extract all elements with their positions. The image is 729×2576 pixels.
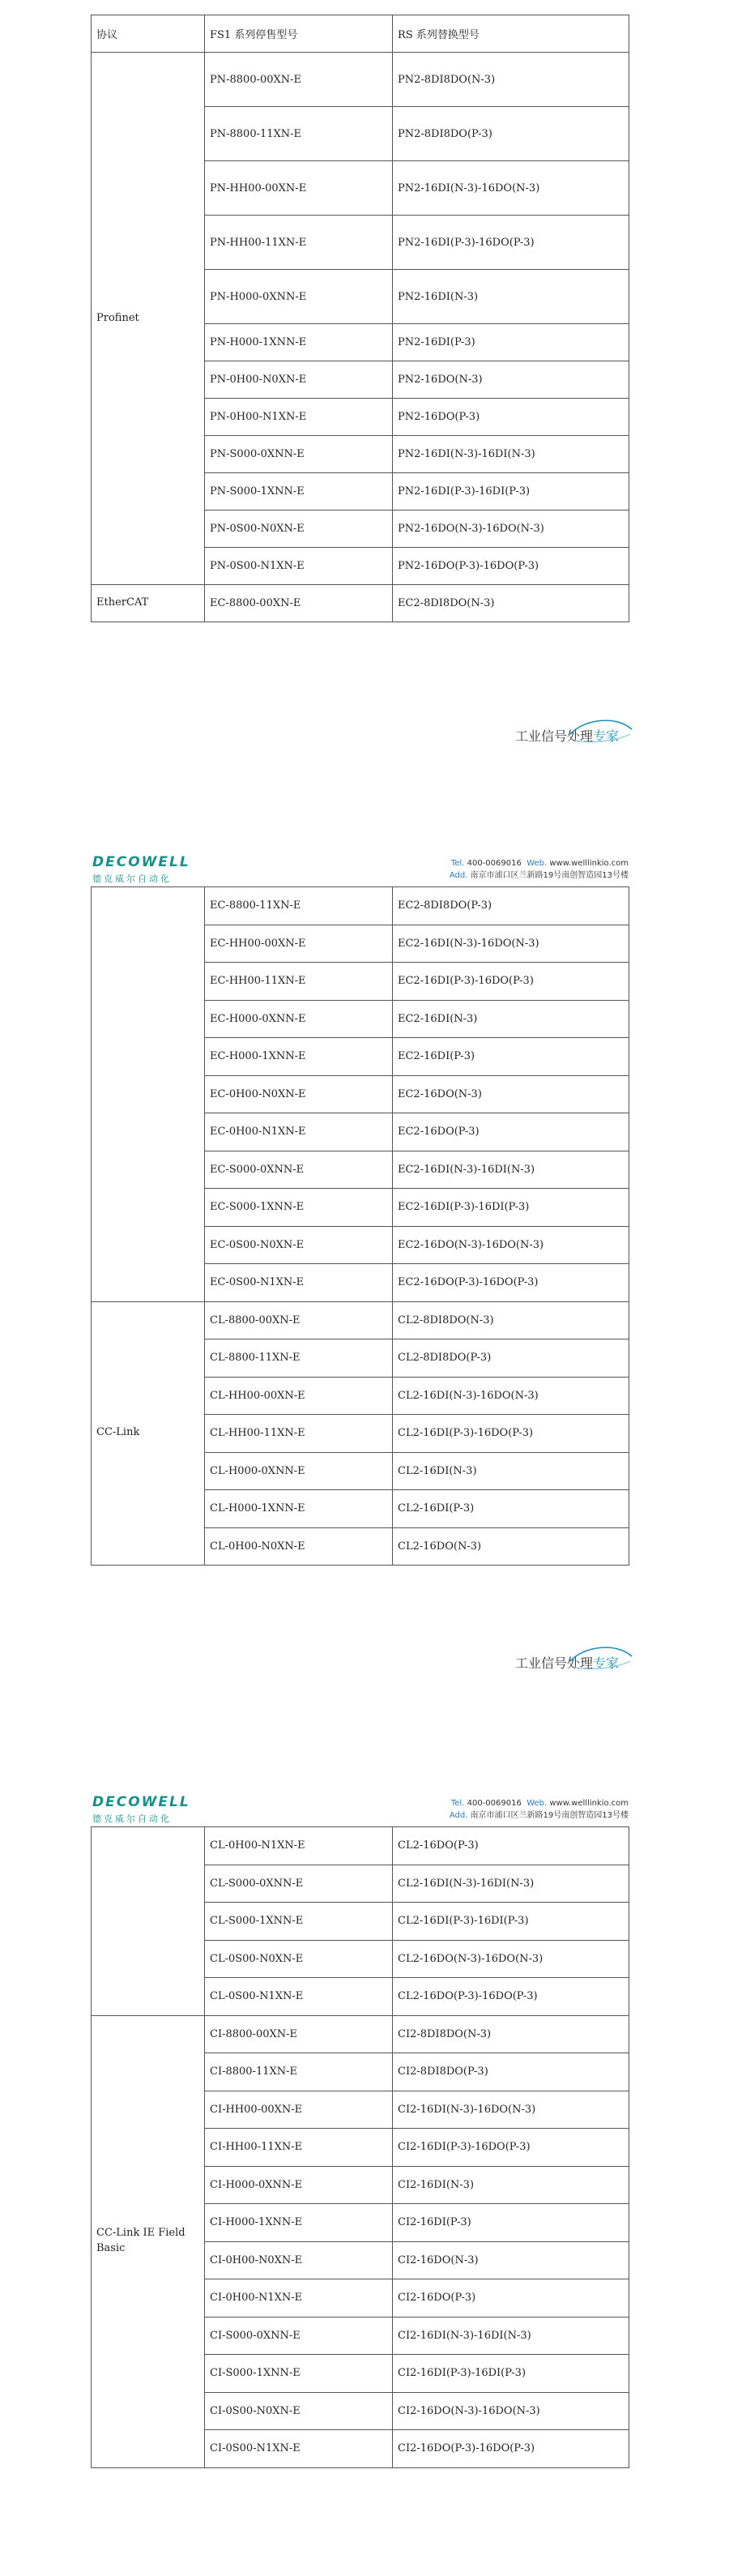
table-row xyxy=(92,1301,629,1339)
fs1-model-cell: EC-0S00-N1XN-E xyxy=(205,1264,393,1302)
table-row xyxy=(92,1827,629,1865)
rs-model-cell: CL2-16DO(P-3)-16DO(P-3) xyxy=(393,1978,629,2016)
logo-chinese: 德克威尔自动化 xyxy=(92,1813,172,1824)
rs-model-cell: PN2-8DI8DO(P-3) xyxy=(393,107,629,161)
decowell-logo xyxy=(92,854,206,885)
protocol-cell: CC-Link xyxy=(92,1301,205,1566)
replacement-table-page-1 xyxy=(91,15,629,622)
protocol-cell: EtherCAT xyxy=(92,585,205,622)
fs1-model-cell: CI-H000-0XNN-E xyxy=(205,2166,393,2204)
fs1-model-cell: CI-HH00-00XN-E xyxy=(205,2091,393,2129)
fs1-model-cell: PN-H000-1XNN-E xyxy=(205,324,393,361)
header-protocol: 协议 xyxy=(92,15,205,53)
rs-model-cell: EC2-16DI(N-3)-16DO(N-3) xyxy=(393,925,629,963)
fs1-model-cell: PN-S000-1XNN-E xyxy=(205,473,393,511)
table-row xyxy=(92,887,629,925)
fs1-model-cell: CL-0H00-N0XN-E xyxy=(205,1527,393,1566)
rs-model-cell: CL2-16DO(N-3)-16DO(N-3) xyxy=(393,1940,629,1978)
rs-model-cell: CL2-8DI8DO(P-3) xyxy=(393,1339,629,1378)
table-header-row xyxy=(92,15,629,53)
header-rs: RS 系列替换型号 xyxy=(393,15,629,53)
web-value: www.welllinkio.com xyxy=(549,859,629,868)
fs1-model-cell: CL-S000-1XNN-E xyxy=(205,1903,393,1941)
fs1-model-cell: EC-H000-1XNN-E xyxy=(205,1038,393,1076)
page-1 xyxy=(0,0,729,778)
rs-model-cell: PN2-16DI(N-3)-16DO(N-3) xyxy=(393,161,629,216)
contact-info: Tel. 400-0069016 Web. www.welllinkio.com Add. 南京市浦口区兰新路19号南创智造园13号楼 xyxy=(449,1799,629,1820)
replacement-table-page-3 xyxy=(91,1826,629,2468)
fs1-model-cell: PN-H000-0XNN-E xyxy=(205,270,393,324)
page-2 xyxy=(0,851,729,1718)
header-fs1: FS1 系列停售型号 xyxy=(205,15,393,53)
rs-model-cell: CI2-8DI8DO(P-3) xyxy=(393,2053,629,2091)
rs-model-cell: CL2-16DO(P-3) xyxy=(393,1827,629,1865)
rs-model-cell: CI2-16DI(N-3) xyxy=(393,2166,629,2204)
fs1-model-cell: CI-S000-1XNN-E xyxy=(205,2355,393,2393)
fs1-model-cell: CI-0H00-N0XN-E xyxy=(205,2241,393,2279)
fs1-model-cell: PN-0H00-N1XN-E xyxy=(205,399,393,436)
table-row xyxy=(92,585,629,622)
rs-model-cell: CI2-16DO(N-3)-16DO(N-3) xyxy=(393,2392,629,2430)
rs-model-cell: PN2-16DO(N-3) xyxy=(393,361,629,399)
rs-model-cell: CL2-16DI(N-3)-16DI(N-3) xyxy=(393,1865,629,1903)
table-row xyxy=(92,53,629,107)
decowell-logo xyxy=(92,1794,206,1825)
slogan-prefix: 工业信号处理 xyxy=(515,1655,594,1671)
rs-model-cell: CL2-16DI(P-3)-16DO(P-3) xyxy=(393,1415,629,1453)
fs1-model-cell: CI-HH00-11XN-E xyxy=(205,2129,393,2167)
replacement-table-page-2 xyxy=(91,886,629,1566)
fs1-model-cell: PN-HH00-00XN-E xyxy=(205,161,393,216)
fs1-model-cell: EC-HH00-11XN-E xyxy=(205,963,393,1001)
logo-wordmark: DECOWELL xyxy=(92,1794,190,1810)
rs-model-cell: CI2-16DO(P-3) xyxy=(393,2279,629,2318)
fs1-model-cell: PN-HH00-11XN-E xyxy=(205,216,393,270)
slogan-emphasis: 专家 xyxy=(593,728,620,744)
fs1-model-cell: CL-8800-00XN-E xyxy=(205,1301,393,1339)
fs1-model-cell: EC-8800-00XN-E xyxy=(205,585,393,622)
rs-model-cell: EC2-16DI(P-3) xyxy=(393,1038,629,1076)
rs-model-cell: CL2-8DI8DO(N-3) xyxy=(393,1301,629,1339)
protocol-cell: Profinet xyxy=(92,53,205,585)
contact-info: Tel. 400-0069016 Web. www.welllinkio.com Add. 南京市浦口区兰新路19号南创智造园13号楼 xyxy=(449,859,629,880)
rs-model-cell: CI2-16DI(N-3)-16DI(N-3) xyxy=(393,2317,629,2355)
fs1-model-cell: EC-8800-11XN-E xyxy=(205,887,393,925)
fs1-model-cell: CL-H000-0XNN-E xyxy=(205,1452,393,1490)
slogan-emphasis: 专家 xyxy=(593,1655,620,1671)
fs1-model-cell: EC-S000-1XNN-E xyxy=(205,1189,393,1227)
fs1-model-cell: EC-0H00-N1XN-E xyxy=(205,1113,393,1151)
protocol-cell xyxy=(92,1827,205,2016)
tel-value: 400-0069016 xyxy=(467,1799,522,1808)
fs1-model-cell: CL-0H00-N1XN-E xyxy=(205,1827,393,1865)
fs1-model-cell: CL-H000-1XNN-E xyxy=(205,1490,393,1528)
logo-chinese: 德克威尔自动化 xyxy=(92,874,172,884)
rs-model-cell: CI2-8DI8DO(N-3) xyxy=(393,2015,629,2053)
fs1-model-cell: CL-S000-0XNN-E xyxy=(205,1865,393,1903)
rs-model-cell: EC2-8DI8DO(N-3) xyxy=(393,585,629,622)
rs-model-cell: PN2-16DO(P-3)-16DO(P-3) xyxy=(393,548,629,585)
fs1-model-cell: CI-8800-00XN-E xyxy=(205,2015,393,2053)
rs-model-cell: CL2-16DI(P-3)-16DI(P-3) xyxy=(393,1903,629,1941)
fs1-model-cell: CL-HH00-00XN-E xyxy=(205,1377,393,1415)
fs1-model-cell: CI-0H00-N1XN-E xyxy=(205,2279,393,2318)
protocol-cell xyxy=(92,887,205,1302)
fs1-model-cell: EC-HH00-00XN-E xyxy=(205,925,393,963)
rs-model-cell: CI2-16DI(P-3) xyxy=(393,2204,629,2242)
rs-model-cell: EC2-8DI8DO(P-3) xyxy=(393,887,629,925)
page-3 xyxy=(0,1791,729,2576)
fs1-model-cell: CI-S000-0XNN-E xyxy=(205,2317,393,2355)
fs1-model-cell: CI-0S00-N0XN-E xyxy=(205,2392,393,2430)
rs-model-cell: PN2-16DI(P-3)-16DO(P-3) xyxy=(393,216,629,270)
rs-model-cell: PN2-8DI8DO(N-3) xyxy=(393,53,629,107)
address-value: 南京市浦口区兰新路19号南创智造园13号楼 xyxy=(470,871,629,880)
slogan-swoosh-icon xyxy=(567,1643,635,1671)
page-header xyxy=(91,1792,629,1828)
fs1-model-cell: CI-H000-1XNN-E xyxy=(205,2204,393,2242)
rs-model-cell: CL2-16DI(N-3) xyxy=(393,1452,629,1490)
fs1-model-cell: EC-0S00-N0XN-E xyxy=(205,1226,393,1264)
rs-model-cell: EC2-16DI(N-3)-16DI(N-3) xyxy=(393,1151,629,1189)
rs-model-cell: EC2-16DO(N-3) xyxy=(393,1075,629,1113)
fs1-model-cell: CL-0S00-N1XN-E xyxy=(205,1978,393,2016)
rs-model-cell: CI2-16DO(N-3) xyxy=(393,2241,629,2279)
rs-model-cell: PN2-16DI(P-3)-16DI(P-3) xyxy=(393,473,629,511)
fs1-model-cell: CL-0S00-N0XN-E xyxy=(205,1940,393,1978)
rs-model-cell: PN2-16DI(N-3)-16DI(N-3) xyxy=(393,436,629,473)
fs1-model-cell: CL-HH00-11XN-E xyxy=(205,1415,393,1453)
rs-model-cell: CI2-16DO(P-3)-16DO(P-3) xyxy=(393,2430,629,2468)
rs-model-cell: CI2-16DI(P-3)-16DI(P-3) xyxy=(393,2355,629,2393)
table-row xyxy=(92,2015,629,2053)
slogan-prefix: 工业信号处理 xyxy=(515,728,594,744)
rs-model-cell: EC2-16DO(P-3)-16DO(P-3) xyxy=(393,1264,629,1302)
rs-model-cell: EC2-16DI(P-3)-16DI(P-3) xyxy=(393,1189,629,1227)
fs1-model-cell: EC-S000-0XNN-E xyxy=(205,1151,393,1189)
rs-model-cell: EC2-16DI(P-3)-16DO(P-3) xyxy=(393,963,629,1001)
logo-wordmark: DECOWELL xyxy=(92,854,190,870)
page-header xyxy=(91,852,629,888)
rs-model-cell: CI2-16DI(P-3)-16DO(P-3) xyxy=(393,2129,629,2167)
rs-model-cell: EC2-16DI(N-3) xyxy=(393,1000,629,1038)
rs-model-cell: PN2-16DI(N-3) xyxy=(393,270,629,324)
fs1-model-cell: PN-0S00-N1XN-E xyxy=(205,548,393,585)
rs-model-cell: CL2-16DI(P-3) xyxy=(393,1490,629,1528)
rs-model-cell: PN2-16DO(P-3) xyxy=(393,399,629,436)
web-value: www.welllinkio.com xyxy=(549,1799,629,1808)
slogan-swoosh-icon xyxy=(567,716,635,744)
address-value: 南京市浦口区兰新路19号南创智造园13号楼 xyxy=(470,1811,629,1820)
protocol-cell: CC-Link IE Field Basic xyxy=(92,2015,205,2467)
fs1-model-cell: PN-0S00-N0XN-E xyxy=(205,511,393,548)
rs-model-cell: PN2-16DI(P-3) xyxy=(393,324,629,361)
fs1-model-cell: CI-8800-11XN-E xyxy=(205,2053,393,2091)
rs-model-cell: CL2-16DO(N-3) xyxy=(393,1527,629,1566)
rs-model-cell: PN2-16DO(N-3)-16DO(N-3) xyxy=(393,511,629,548)
fs1-model-cell: PN-0H00-N0XN-E xyxy=(205,361,393,399)
tel-value: 400-0069016 xyxy=(467,859,522,868)
fs1-model-cell: CI-0S00-N1XN-E xyxy=(205,2430,393,2468)
fs1-model-cell: EC-0H00-N0XN-E xyxy=(205,1075,393,1113)
rs-model-cell: EC2-16DO(P-3) xyxy=(393,1113,629,1151)
fs1-model-cell: PN-8800-00XN-E xyxy=(205,53,393,107)
rs-model-cell: EC2-16DO(N-3)-16DO(N-3) xyxy=(393,1226,629,1264)
fs1-model-cell: EC-H000-0XNN-E xyxy=(205,1000,393,1038)
fs1-model-cell: PN-S000-0XNN-E xyxy=(205,436,393,473)
rs-model-cell: CI2-16DI(N-3)-16DO(N-3) xyxy=(393,2091,629,2129)
rs-model-cell: CL2-16DI(N-3)-16DO(N-3) xyxy=(393,1377,629,1415)
fs1-model-cell: CL-8800-11XN-E xyxy=(205,1339,393,1378)
fs1-model-cell: PN-8800-11XN-E xyxy=(205,107,393,161)
